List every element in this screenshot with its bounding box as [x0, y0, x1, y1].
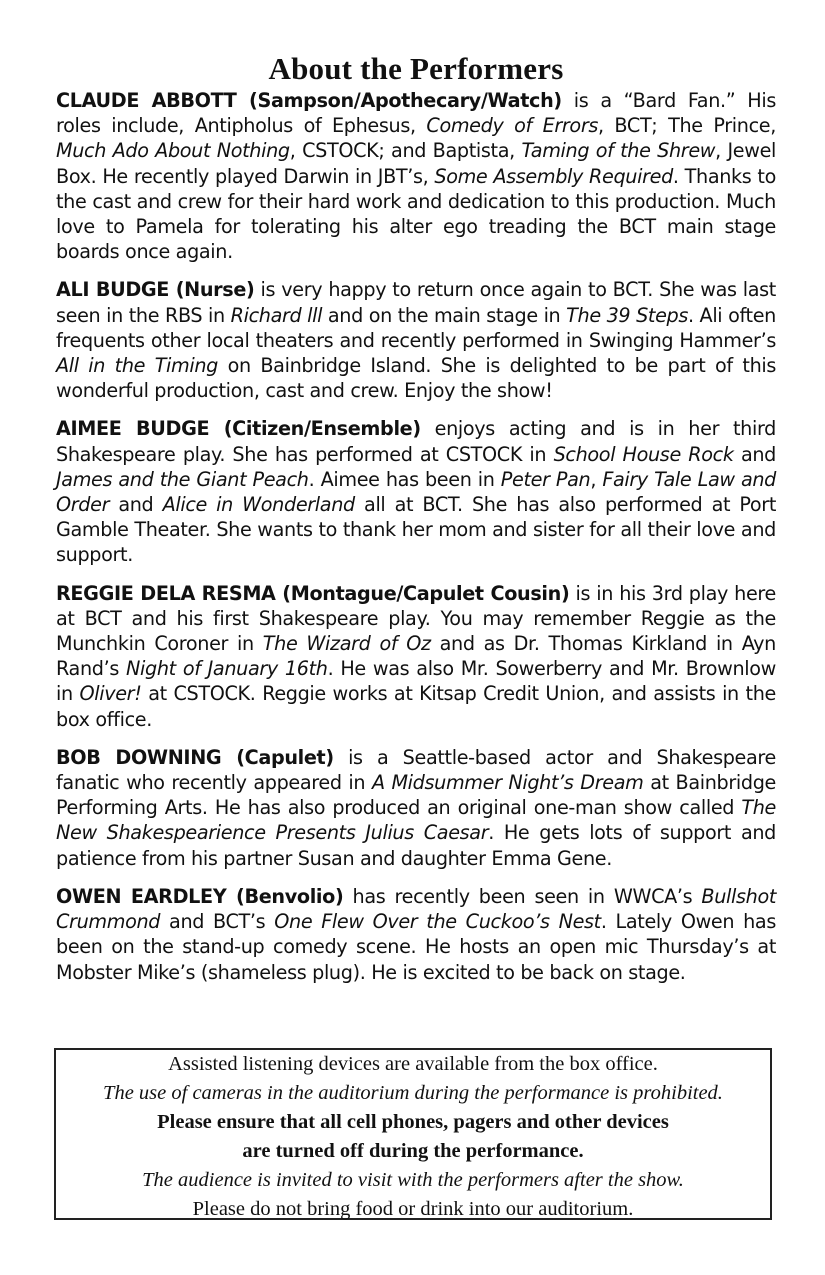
performer-name: REGGIE DELA RESMA (Montague/Capulet Cousin): [56, 581, 570, 605]
bio-text: has recently been seen in WWCA’s: [343, 884, 702, 908]
production-title: Bullshot Crummond: [56, 884, 777, 934]
performer-bio: [56, 416, 776, 567]
production-title: Some Assembly Required: [434, 164, 673, 188]
bio-text: is in his 3rd play here at BCT and his first Shakespeare play. You may remember Reggie as the Munchkin Coroner in: [56, 581, 776, 656]
bio-text: , Jewel Box. He recently played Darwin in JBT’s,: [56, 139, 777, 188]
bio-list: [56, 88, 776, 985]
production-title: Comedy of Errors: [426, 114, 599, 138]
production-title: Peter Pan: [500, 467, 591, 491]
production-title: Taming of the Shrew: [521, 139, 716, 163]
bio-text: . Lately Owen has been on the stand-up comedy scene. He hosts an open mic Thursday’s at Mobster Mike’s (shameless plug). He is excited to be back on stage.: [56, 910, 776, 984]
audience-notice-box: [54, 1048, 772, 1220]
production-title: School House Rock: [553, 442, 734, 466]
bio-text: . Aimee has been in: [308, 467, 501, 491]
production-title: The Wizard of Oz: [262, 632, 431, 656]
bio-text: all at BCT. She has also performed at Port Gamble Theater. She wants to thank her mom and sister for all their love and support.: [56, 493, 777, 567]
production-title: One Flew Over the Cuckoo’s Nest: [274, 910, 601, 934]
bio-text: . Thanks to the cast and crew for their hard work and dedication to this production. Much love to Pamela for tolerating his alter ego treading the BCT main stage boards once again.: [56, 164, 776, 264]
bio-text: is a “Bard Fan.” His roles include, Antipholus of Ephesus,: [56, 89, 776, 138]
page-title: About the Performers: [268, 51, 564, 86]
performer-bio: [56, 277, 776, 403]
notice-line: are turned off during the performance.: [242, 1140, 584, 1162]
bio-text: , CSTOCK; and Baptista,: [289, 139, 522, 163]
bio-text: . He gets lots of support and patience from his partner Susan and daughter Emma Gene.: [56, 821, 776, 870]
bio-text: and BCT’s: [160, 910, 275, 934]
production-title: Night of January 16th: [126, 657, 328, 681]
notice-line: The use of cameras in the auditorium during the performance is prohibited.: [103, 1082, 723, 1104]
notice-line: Assisted listening devices are available from the box office.: [168, 1053, 658, 1075]
bio-text: . He was also Mr. Sowerberry and Mr. Brownlow in: [56, 657, 776, 706]
performer-bio: [56, 884, 776, 985]
performer-name: CLAUDE ABBOTT (Sampson/Apothecary/Watch): [56, 89, 562, 112]
production-title: Fairy Tale Law and Order: [56, 467, 776, 517]
performer-name: AIMEE BUDGE (Citizen/Ensemble): [56, 417, 421, 441]
notice-line: Please do not bring food or drink into our auditorium.: [192, 1198, 634, 1220]
performer-bio: [56, 745, 776, 871]
production-title: A Midsummer Night’s Dream: [371, 771, 644, 795]
bio-text: and: [733, 442, 776, 466]
production-title: James and the Giant Peach: [56, 467, 309, 491]
production-title: The New Shakespearience Presents Julius Caesar: [56, 796, 776, 845]
notice-line: The audience is invited to visit with the performers after the show.: [142, 1169, 684, 1191]
bio-text: is very happy to return once again to BCT. She was last seen in the RBS in: [56, 278, 776, 327]
notice-line: Please ensure that all cell phones, pagers and other devices: [157, 1111, 669, 1133]
bio-text: is a Seattle-based actor and Shakespeare fanatic who recently appeared in: [56, 745, 776, 795]
bio-text: enjoys acting and is in her third Shakespeare play. She has performed at CSTOCK in: [56, 417, 776, 466]
production-title: Richard lll: [230, 303, 323, 327]
bio-text: on Bainbridge Island. She is delighted to be part of this wonderful production, cast and crew. Enjoy the show!: [56, 354, 777, 403]
bio-text: and: [109, 493, 163, 517]
bio-text: , BCT; The Prince,: [598, 114, 776, 138]
bio-text: and on the main stage in: [322, 303, 567, 327]
bio-text: at CSTOCK. Reggie works at Kitsap Credit Union, and assists in the box office.: [56, 682, 776, 731]
bio-text: ,: [590, 467, 603, 491]
performer-bio: [56, 581, 776, 732]
performer-name: BOB DOWNING (Capulet): [56, 745, 334, 769]
performers-page: [56, 50, 776, 998]
bio-text: at Bainbridge Performing Arts. He has also produced an original one-man show called: [56, 771, 776, 820]
production-title: Oliver!: [79, 682, 142, 706]
production-title: Alice in Wonderland: [162, 493, 355, 517]
production-title: All in the Timing: [56, 354, 219, 378]
performer-name: ALI BUDGE (Nurse): [56, 278, 255, 302]
production-title: The 39 Steps: [566, 303, 689, 327]
bio-text: and as Dr. Thomas Kirkland in Ayn Rand’s: [56, 632, 776, 681]
performer-name: OWEN EARDLEY (Benvolio): [56, 884, 344, 908]
bio-text: . Ali often frequents other local theaters and recently performed in Swinging Hammer’s: [56, 303, 776, 352]
performer-bio: [56, 88, 776, 264]
production-title: Much Ado About Nothing: [56, 139, 290, 163]
